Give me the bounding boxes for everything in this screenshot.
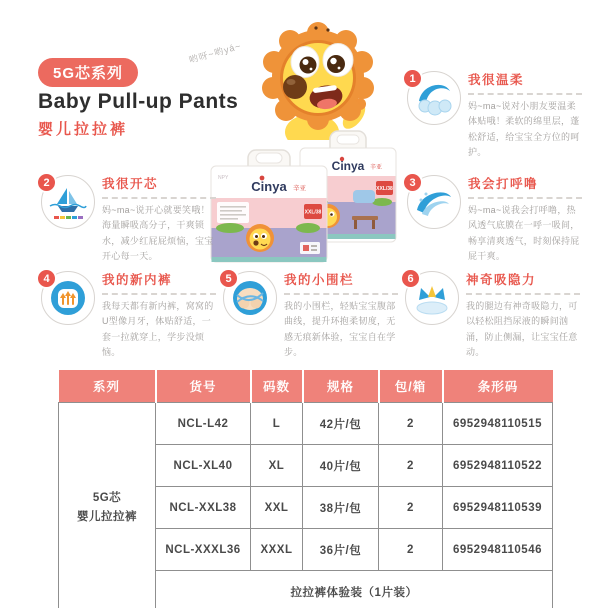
col-header-size: 码数 — [251, 370, 303, 403]
bag-size-tag: XXL/38 — [376, 186, 393, 192]
per-box-cell: 2 — [379, 403, 443, 445]
feature-body: 我每天都有新内裤，窝窝的U型像月牙，体贴舒适，一套一拉就穿上，学步没烦恼。 — [102, 301, 214, 357]
size-cell: L — [251, 403, 303, 445]
feature-body: 我的腿边有神奇吸隐力，可以轻松阻挡尿液的瞬间汹涌，防止侧漏，让宝宝任意动。 — [466, 301, 578, 357]
series-badge: 5G芯系列 — [38, 58, 138, 87]
dashed-divider — [468, 93, 582, 95]
page-title-en: Baby Pull-up Pants — [38, 90, 239, 113]
feature-block-new-pants — [36, 268, 216, 360]
feature-title: 我很温柔 — [468, 73, 525, 87]
col-header-barcode: 条形码 — [443, 370, 553, 403]
per-box-cell: 2 — [379, 487, 443, 529]
table-row — [59, 403, 553, 445]
feature-number-badge: 3 — [402, 172, 423, 193]
brand-logo: Cinya — [251, 179, 287, 194]
feature-block-breathable — [402, 172, 582, 264]
feature-number-badge: 2 — [36, 172, 57, 193]
col-header-spec: 规格 — [303, 370, 379, 403]
series-name-line1: 5G芯 — [92, 492, 122, 505]
feature-body: 我的小围栏，轻贴宝宝腹部曲线，提升环抱柔韧度，无感无痕新体验，宝宝自在学步。 — [284, 301, 396, 357]
dashed-divider — [284, 293, 398, 295]
feature-title: 我很开芯 — [102, 177, 159, 191]
sku-cell: NCL-XXXL36 — [156, 529, 251, 571]
feature-title: 我的小围栏 — [284, 273, 355, 287]
feature-number-badge: 1 — [402, 68, 423, 89]
bag-side-mark: NPY — [218, 175, 229, 181]
lion-face — [283, 43, 353, 113]
dashed-divider — [102, 197, 216, 199]
col-header-sku: 货号 — [156, 370, 251, 403]
feature-block-gentle — [402, 68, 582, 160]
feature-block-happy-core — [36, 172, 216, 264]
feature-body: 妈~ma~说我会打呼噜，热风透气底膜在一呼一吸间，畅享清爽透气，时刻保持屁屁干爽。 — [468, 205, 580, 261]
dashed-divider — [468, 197, 582, 199]
series-name-line2: 婴儿拉拉裤 — [77, 510, 137, 523]
barcode-cell: 6952948110515 — [443, 403, 553, 445]
trial-pack-cell: 拉拉裤体验装（1片装） — [156, 571, 553, 608]
sku-cell: NCL-XL40 — [156, 445, 251, 487]
lion-mascot-illustration — [250, 20, 386, 140]
bag-info-box — [217, 202, 249, 223]
page-title-zh: 婴儿拉拉裤 — [38, 121, 129, 138]
size-cell: XXXL — [251, 529, 303, 571]
table-header-row — [59, 370, 553, 403]
per-box-cell: 2 — [379, 445, 443, 487]
feature-number-badge: 4 — [36, 268, 57, 289]
feature-block-magic-absorb — [400, 268, 580, 360]
sku-cell: NCL-L42 — [156, 403, 251, 445]
size-cell: XL — [251, 445, 303, 487]
feature-body: 妈~ma~说开心就要笑哦！海量瞬吸高分子，干爽锁水，减少红屁屁烦恼，宝宝开心每一天。 — [102, 205, 214, 261]
feature-block-little-fence — [218, 268, 398, 360]
barcode-cell: 6952948110522 — [443, 445, 553, 487]
brand-logo-zh: 辛亚 — [293, 185, 306, 192]
feature-title: 我的新内裤 — [102, 273, 173, 287]
brand-logo-zh: 辛亚 — [370, 165, 383, 171]
barcode-cell: 6952948110546 — [443, 529, 553, 571]
per-box-cell: 2 — [379, 529, 443, 571]
col-header-per-box: 包/箱 — [379, 370, 443, 403]
spec-cell: 38片/包 — [303, 487, 379, 529]
spec-cell: 36片/包 — [303, 529, 379, 571]
product-spec-table — [58, 370, 553, 608]
product-bag-front — [208, 146, 330, 264]
bag-art-lion — [246, 224, 274, 252]
dashed-divider — [466, 293, 580, 295]
bag-size-tag: XXL/38 — [304, 209, 322, 216]
barcode-cell: 6952948110539 — [443, 487, 553, 529]
col-header-series: 系列 — [59, 370, 156, 403]
feature-number-badge: 6 — [400, 268, 421, 289]
feature-title: 我会打呼噜 — [468, 177, 539, 191]
bag-art-cloth — [353, 190, 375, 203]
mascot-speech-text: 哟呀~哟yá~ — [187, 40, 243, 66]
feature-number-badge: 5 — [218, 268, 239, 289]
spec-cell: 42片/包 — [303, 403, 379, 445]
bag-cert-box — [300, 242, 320, 254]
feature-body: 妈~ma~说对小朋友要温柔体贴哦！柔软的绵里层，蓬松舒适，给宝宝全方位的呵护。 — [468, 101, 580, 157]
size-cell: XXL — [251, 487, 303, 529]
feature-title: 神奇吸隐力 — [466, 273, 537, 287]
spec-cell: 40片/包 — [303, 445, 379, 487]
dashed-divider — [102, 293, 216, 295]
brand-logo: Cinya — [331, 159, 365, 173]
series-cell — [59, 403, 156, 608]
sku-cell: NCL-XXL38 — [156, 487, 251, 529]
